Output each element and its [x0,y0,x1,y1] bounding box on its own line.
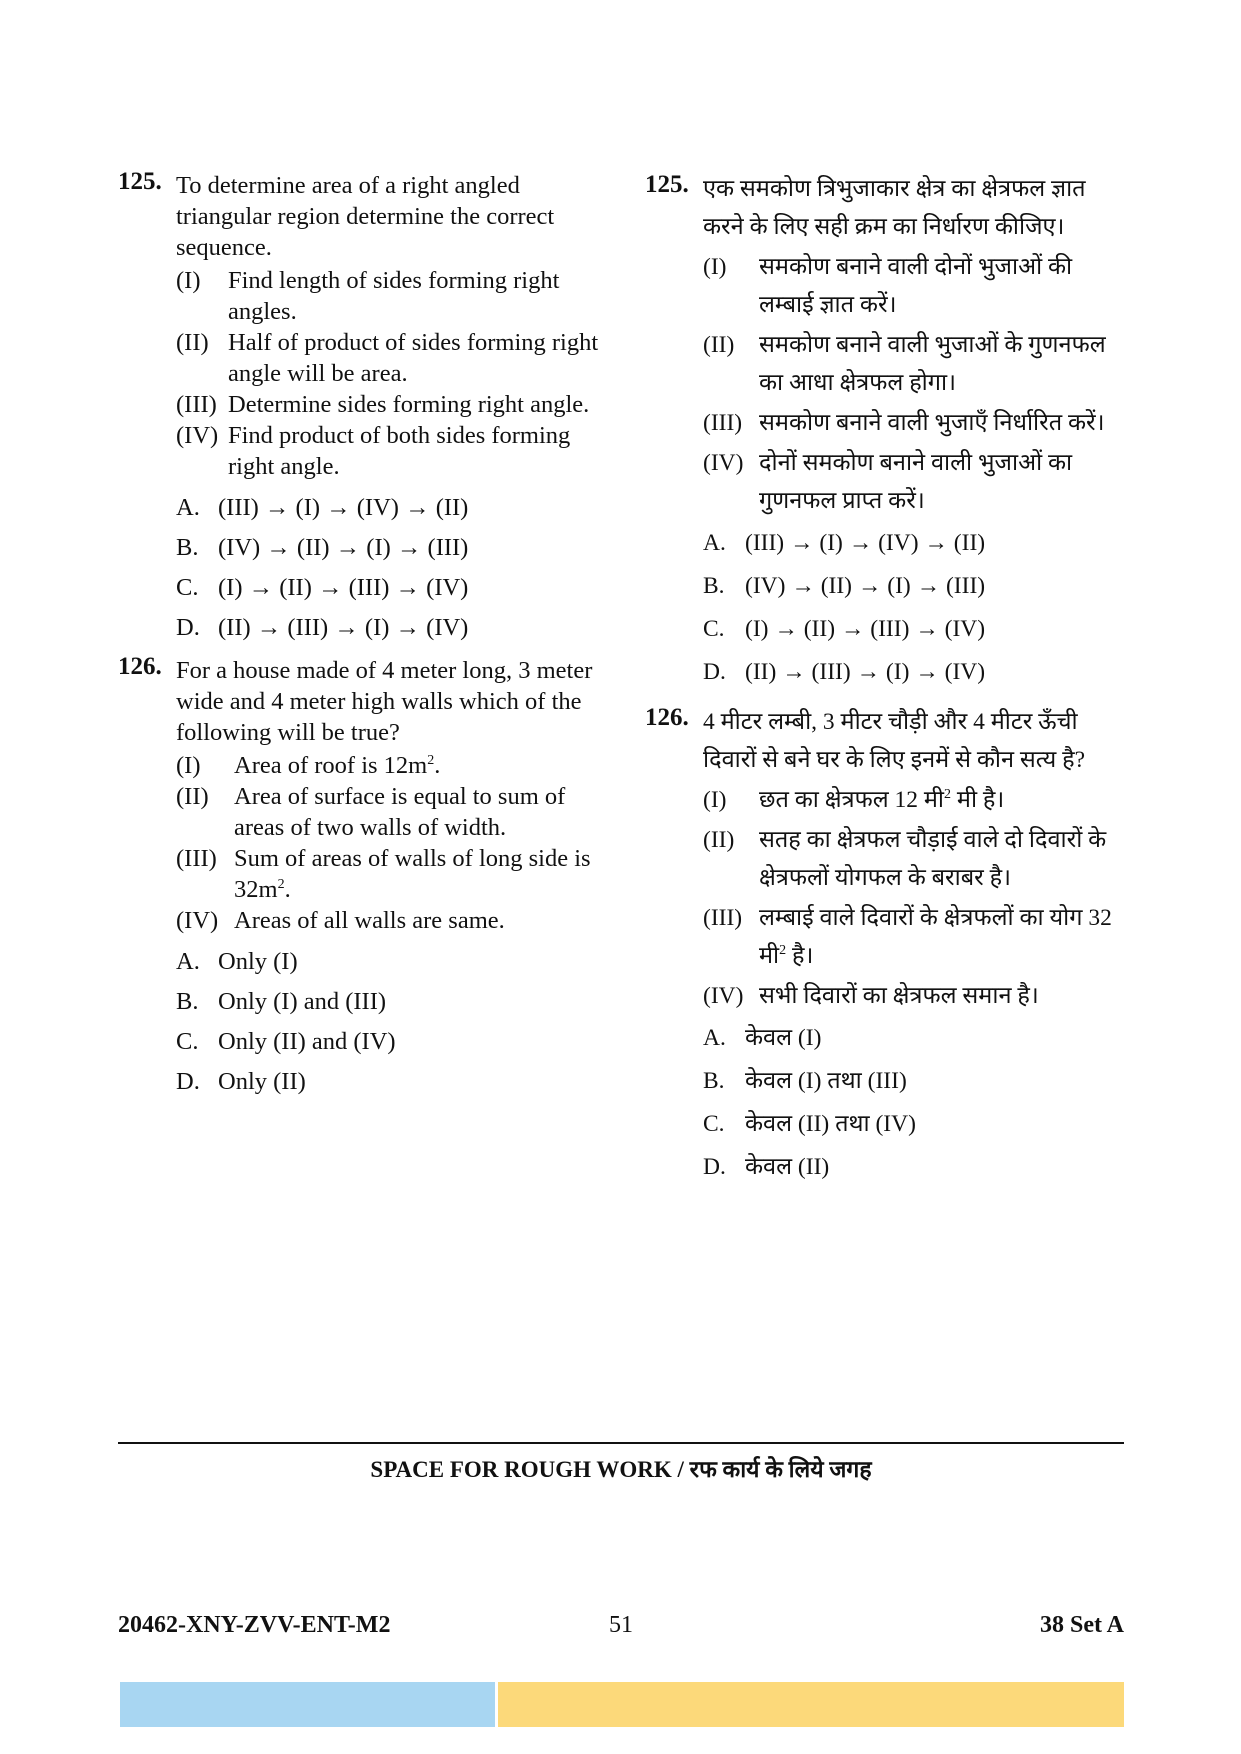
statement-iv: (IV) Find product of both sides forming right angle. [176,422,571,480]
option-d[interactable]: D. (II) → (III) → (I) → (IV) [176,614,469,641]
option-b[interactable]: B. केवल (I) तथा (III) [703,1068,907,1094]
option-a[interactable]: A. (III) → (I) → (IV) → (II) [176,494,469,521]
question-number: 125. [645,171,689,198]
statement-iii: (III) लम्बाई वाले दिवारों के क्षेत्रफलों का योग 32 मी$^2$ है। [703,905,1112,969]
option-c[interactable]: C. (I) → (II) → (III) → (IV) [176,574,469,601]
option-b[interactable]: B. (IV) → (II) → (I) → (III) [703,573,986,599]
page-number: 51 [609,1612,633,1638]
statement-iii: (III) Sum of areas of walls of long side is $32m^2$. [176,845,591,903]
statement-i: (I) Find length of sides forming right angles. [176,267,560,325]
option-d[interactable]: D. (II) → (III) → (I) → (IV) [703,659,986,685]
question-126-en [118,655,618,1097]
option-c[interactable]: C. केवल (II) तथा (IV) [703,1111,916,1137]
page-footer [118,1612,1124,1646]
options [703,1019,1125,1186]
question-number: 125. [118,168,162,195]
paper-code: 20462-XNY-ZVV-ENT-M2 [118,1612,391,1638]
set-info: 38 Set A [1040,1612,1124,1638]
footer-bar-yellow [498,1682,1124,1727]
question-stem: To determine area of a right angled triangular region determine the correct sequence. [176,172,555,261]
options [176,492,618,643]
question-stem: एक समकोण त्रिभुजाकार क्षेत्र का क्षेत्रफल ज्ञात करने के लिए सही क्रम का निर्धारण कीजिए। [703,176,1086,240]
question-126-hi [645,703,1125,1186]
hindi-column [645,170,1125,1198]
question-125-hi [645,170,1125,691]
option-b[interactable]: B. Only (I) and (III) [176,988,387,1015]
options [703,524,1125,691]
statement-ii: (II) Half of product of sides forming right angle will be area. [176,329,599,387]
question-stem: 4 मीटर लम्बी, 3 मीटर चौड़ी और 4 मीटर ऊँची दिवारों से बने घर के लिए इनमें से कौन सत्य है? [703,709,1086,773]
option-a[interactable]: A. केवल (I) [703,1025,822,1051]
statement-iv: (IV) सभी दिवारों का क्षेत्रफल समान है। [703,983,1039,1009]
option-a[interactable]: A. (III) → (I) → (IV) → (II) [703,530,986,556]
question-125-en [118,170,618,643]
english-column [118,170,618,1109]
option-c[interactable]: C. Only (II) and (IV) [176,1028,396,1055]
statement-iv: (IV) दोनों समकोण बनाने वाली भुजाओं का गुणनफल प्राप्त करें। [703,450,1073,514]
question-stem: For a house made of 4 meter long, 3 meter wide and 4 meter high walls which of the following will be true? [176,657,593,746]
statement-ii: (II) समकोण बनाने वाली भुजाओं के गुणनफल का आधा क्षेत्रफल होगा। [703,332,1106,396]
statement-i: (I) छत का क्षेत्रफल 12 मी$^2$ मी है। [703,787,1005,813]
question-number: 126. [118,653,162,680]
statement-ii: (II) Area of surface is equal to sum of areas of two walls of width. [176,783,566,841]
option-d[interactable]: D. केवल (II) [703,1154,830,1180]
footer-bar-blue [120,1682,495,1727]
rough-work-divider [118,1442,1124,1444]
option-d[interactable]: D. Only (II) [176,1068,306,1095]
option-b[interactable]: B. (IV) → (II) → (I) → (III) [176,534,469,561]
statement-i: (I) Area of roof is $12m^2$. [176,752,441,779]
statement-iii: (III) Determine sides forming right angle. [176,391,590,418]
option-a[interactable]: A. Only (I) [176,948,298,975]
question-number: 126. [645,704,689,731]
statement-iv: (IV) Areas of all walls are same. [176,907,505,934]
option-c[interactable]: C. (I) → (II) → (III) → (IV) [703,616,986,642]
statement-i: (I) समकोण बनाने वाली दोनों भुजाओं की लम्बाई ज्ञात करें। [703,254,1073,318]
statement-ii: (II) सतह का क्षेत्रफल चौड़ाई वाले दो दिवारों के क्षेत्रफलों योगफल के बराबर है। [703,827,1107,891]
statement-iii: (III) समकोण बनाने वाली भुजाएँ निर्धारित करें। [703,410,1105,436]
rough-work-label: SPACE FOR ROUGH WORK / रफ कार्य के लिये जगह [370,1457,872,1482]
options [176,946,618,1097]
